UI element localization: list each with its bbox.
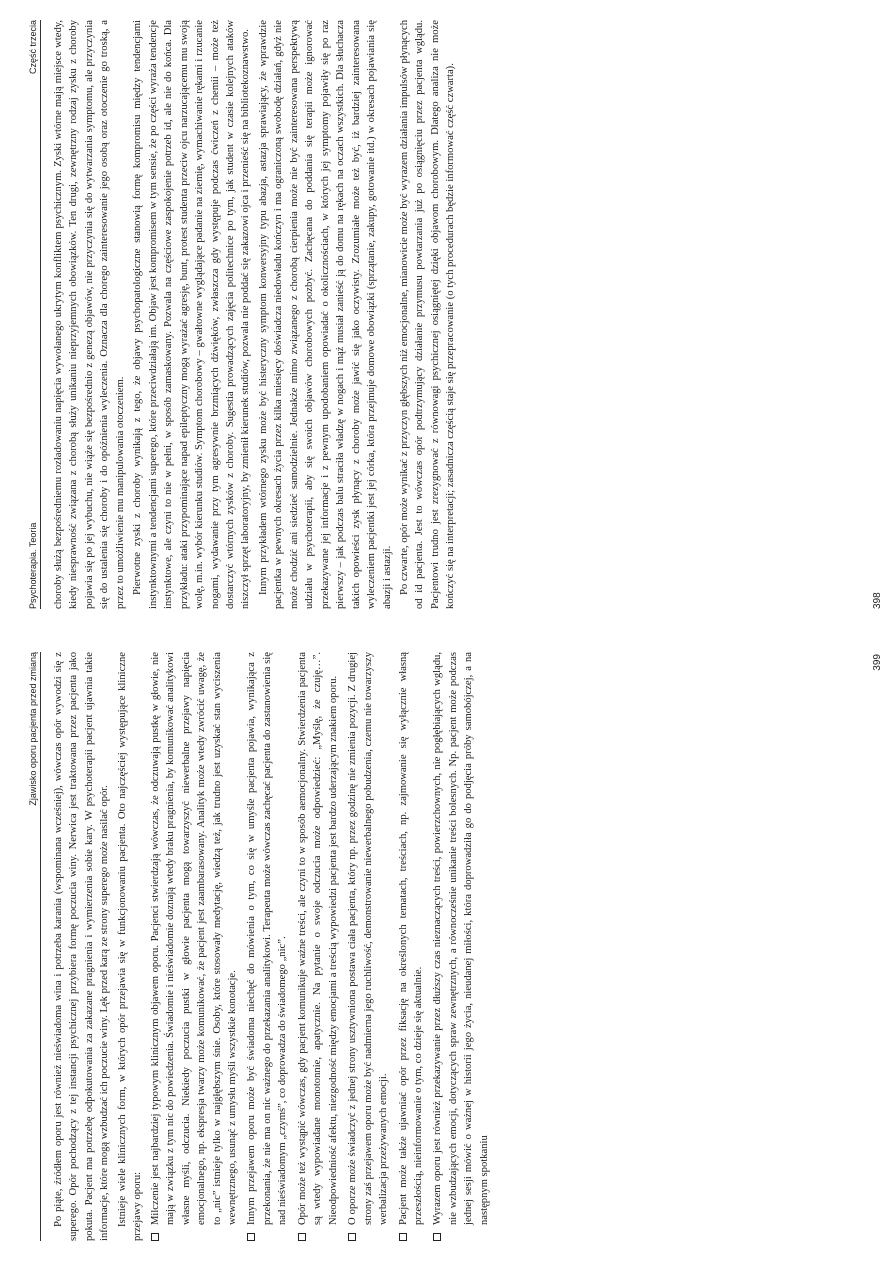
list-item-text: Innym przejawem oporu może być świadoma niechęć do mówienia o tym, co się w umyśle pacjenta pojawia, wynikająca z przekonania, że nie ma on nic ważnego do przekazania analitykowi. Terapeuta może wówczas zachęcać pacjenta do zastanowienia się nad nieświadomym „czymś”, co doprowadza do świadomego „nic”. [246, 652, 289, 1225]
list-item-text: Wyrazem oporu jest również przekazywanie przez dłuższy czas nieznaczących treści, powierzchownych, nie pogłębiających wglądu, nie wzbudzających emocji, dotyczących spraw zewnętrznych, a równocześnie unikanie treści bolesnych. Np. pacjent może podczas jednej sesji mówić o ważnej w historii jego życia, nieudanej miłości, która doprowadziła go do podjęcia próby samobójczej, a na następnym spotkaniu [432, 652, 490, 1225]
list-item-text: Opór może też wystąpić wówczas, gdy pacjent komunikuje ważne treści, ale czyni to w sposób aemocjonalny. Stwierdzenia pacjenta są wtedy wypowiadane monotonnie, apatycznie. Na pytanie o swoje odczucia może odpowiedzieć: „Myślę, że czuję…”. Nieodpowiedniość afektu, niezgodność między emocjami a treścią wypowiedzi pacjenta jest bardzo uderzającym znakiem oporu. [296, 652, 339, 1225]
checkbox-bullet-icon [399, 1233, 407, 1241]
list-item-text: Milczenie jest najbardziej typowym klinicznym objawem oporu. Pacjenci stwierdzają wówczas, że odczuwają pustkę w głowie, nie mają w związku z tym nic do powiedzenia. Świadomie i nieświadomie doznają wtedy braku pragnienia, by komunikować analitykowi własne myśli, odczucia. Niekiedy poczucia pustki w głowie pacjenta mogą towarzyszyć niewerbalne przejawy napięcia emocjonalnego, np. ekspresja twarzy może komunikować, że pacjent jest zaambarasowany. Analityk może wtedy zwrócić uwagę, że to „nic” istnieje tylko w najgłębszym śnie. Osoby, które stosowały medytację, wiedzą też, jak trudno jest uzyskać stan wyciszenia wewnętrznego, usunąć z umysłu myśli wszystkie konotacje. [149, 652, 238, 1225]
paragraph-2: Istnieje wiele klinicznych form, w których opór przejawia się w funkcjonowaniu pacjenta. Oto najczęściej występujące kliniczne przejawy oporu: [116, 652, 144, 1241]
page-number: 398 [872, 592, 883, 609]
paragraph-1: Po piąte, źródłem oporu jest również nieświadoma wina i potrzeba karania (wspominana wcześniej), wówczas opór wywodzi się z superego. Opór pochodzący z tej instancji psychicznej przybiera formę poczucia winy. Nerwica jest traktowana przez pacjenta jako pokuta. Pacjent ma potrzebę odpokutowania za zakazane pragnienia i wymierzenia sobie kary. W psychoterapii pacjent ujawnia takie informacje, które mogą wzbudzać ich poczucie winy. Lęk przed karą ze strony superego może nasilać opór. [53, 652, 111, 1241]
list-item [295, 652, 341, 1241]
list-item [396, 652, 427, 1241]
list-item [148, 652, 241, 1241]
paragraph-3: Innym przykładem wtórnego zysku może być histeryczny symptom konwersyjny typu abazja, astazja sprawiający, że wprawdzie pacjentka w pewnych okresach życia przez kilka miesięcy doświadcza niedowładu kończyn i ma ograniczoną swobodę działań, gdyż nie może chodzić ani siedzieć samodzielnie. Jednakże mimo związanego z chorobą cierpienia może nie być zainteresowana perspektywą udziału w psychoterapii, aby się swoich objawów chorobowych pozbyć. Zachęcana do poddania się terapii może ignorować przekazywane jej informacje i z pewnym upodobaniem opowiadać o okolicznościach, w których jej symptomy pojawiły się po raz pierwszy – jak podczas balu straciła władzę w nogach i mąż musiał zanieść ją do domu na rękach na oczach wszystkich. Dla słuchacza takich opowieści zysk płynący z choroby może jawić się jako oczywisty. Zrozumiałe może też być, iż bardziej zainteresowana wyleczeniem pacjentki jest jej córka, która przejmuje domowe obowiązki (sprzątanie, zakupy, gotowanie itd.) w okresach pojawiania się abazji i astazji. [257, 20, 393, 609]
checkbox-bullet-icon [247, 1233, 255, 1241]
list-item-text: O oporze może świadczyć z jednej strony usztywniona postawa ciała pacjenta, który np. przez godzinę nie zmienia pozycji. Z drugiej strony zaś przejawem oporu może być nadmierna jego ruchliwość, demonstrowanie niewerbalnego pobudzenia, czemu nie towarzyszy werbalizacja przeżywanych emocji. [347, 652, 390, 1225]
running-head [28, 652, 41, 1241]
list-item [345, 652, 391, 1241]
paragraph-4: Po czwarte, opór może wynikać z przyczyn głębszych niż emocjonalne, mianowicie może być wyrazem działania impulsów płynących od id pacjenta. Jest to wówczas opór podtrzymujący działanie przymusu powtarzania już po osiągnięciu przez pacjenta wglądu. Pacjentowi trudno jest zrezygnować z równowagi psychicznej osiągniętej dzięki objawom chorobowym. Dlatego analiza nie może kończyć się na interpretacji; zasadnicza częścią staje się przepracowanie (o tych procedurach będzie informować część czwarta). [398, 20, 457, 609]
header-left: Psychoterapia. Teoria [28, 522, 38, 609]
checkbox-bullet-icon [151, 1233, 159, 1241]
header-right: Część trzecia [28, 20, 38, 75]
checkbox-bullet-icon [433, 1233, 441, 1241]
checkbox-bullet-icon [348, 1233, 356, 1241]
right-page [0, 632, 893, 1263]
list-item [430, 652, 492, 1241]
list-item [244, 652, 290, 1241]
paragraph-1: choroby służą bezpośredniemu rozładowaniu napięcia wywołanego ukrytym konfliktem psychicznym. Zyski wtórne mają miejsce wtedy, kiedy niesprawność związana z chorobą służy unikaniu nieprzyjemnych obowiązków. Ten drugi, zewnętrzny rodzaj zysku z choroby pojawia się po jej wybuchu, nie wiąże się bezpośrednio z genezą objawów, nie przyczynia się do wytwarzania symptomu, ale przyczynia się do ustalenia się choroby i do opóźnienia wyleczenia. Oznacza dla chorego zainteresowanie jego osobą oraz otoczenie go troską, a przez to umożliwienie mu manipulowania otoczeniem. [53, 20, 126, 609]
left-page [0, 0, 893, 631]
list-item-text: Pacjent może także ujawniać opór przez fiksację na określonych tematach, treściach, np. zajmowanie się wyłącznie własną przeszłością, nieinformowanie o tym, co dzieje się aktualnie. [397, 652, 424, 1225]
running-head [28, 20, 41, 609]
checkbox-bullet-icon [298, 1233, 306, 1241]
header-right: Zjawisko oporu pacjenta przed zmianą [28, 652, 38, 806]
paragraph-2: Pierwotne zyski z choroby wynikają z tego, że objawy psychopatologiczne stanowią formę kompromisu między tendencjami instynktownymi a tendencjami superego, które przeciwdziałają im. Objaw jest kompromisem w tym sensie, że po części wyraża tendencje instynktowe, ale czyni to nie w pełni, w sposób zamaskowany. Pozwala na częściowe zaspokojenie potrzeb id, ale nie do końca. Dla przykładu: ataki przypominające napad epileptyczny mogą wyrażać agresję, bunt, protest studenta przeciw ojcu narzucającemu mu swoją wolę, m.in. wybór kierunku studiów. Symptom chorobowy – gwałtowne wyglądające padanie na ziemię, wymachiwanie rękami i rzucanie nogami, wydawanie przy tym agresywnie brzmiących dźwięków, zwłaszcza gdy występuje podczas ćwiczeń z chemii – może też dostarczyć wtórnych zysków z choroby. Sugestia prowadzących zajęcia politechnice po tym, jak student w czasie kolejnych ataków niszczył sprzęt laboratoryjny, by zmienił kierunek studiów, pozwala nie poddać się zakazowi ojca i przenieść się na bibliotekoznawstwo. [132, 20, 252, 609]
page-number: 399 [872, 654, 883, 671]
